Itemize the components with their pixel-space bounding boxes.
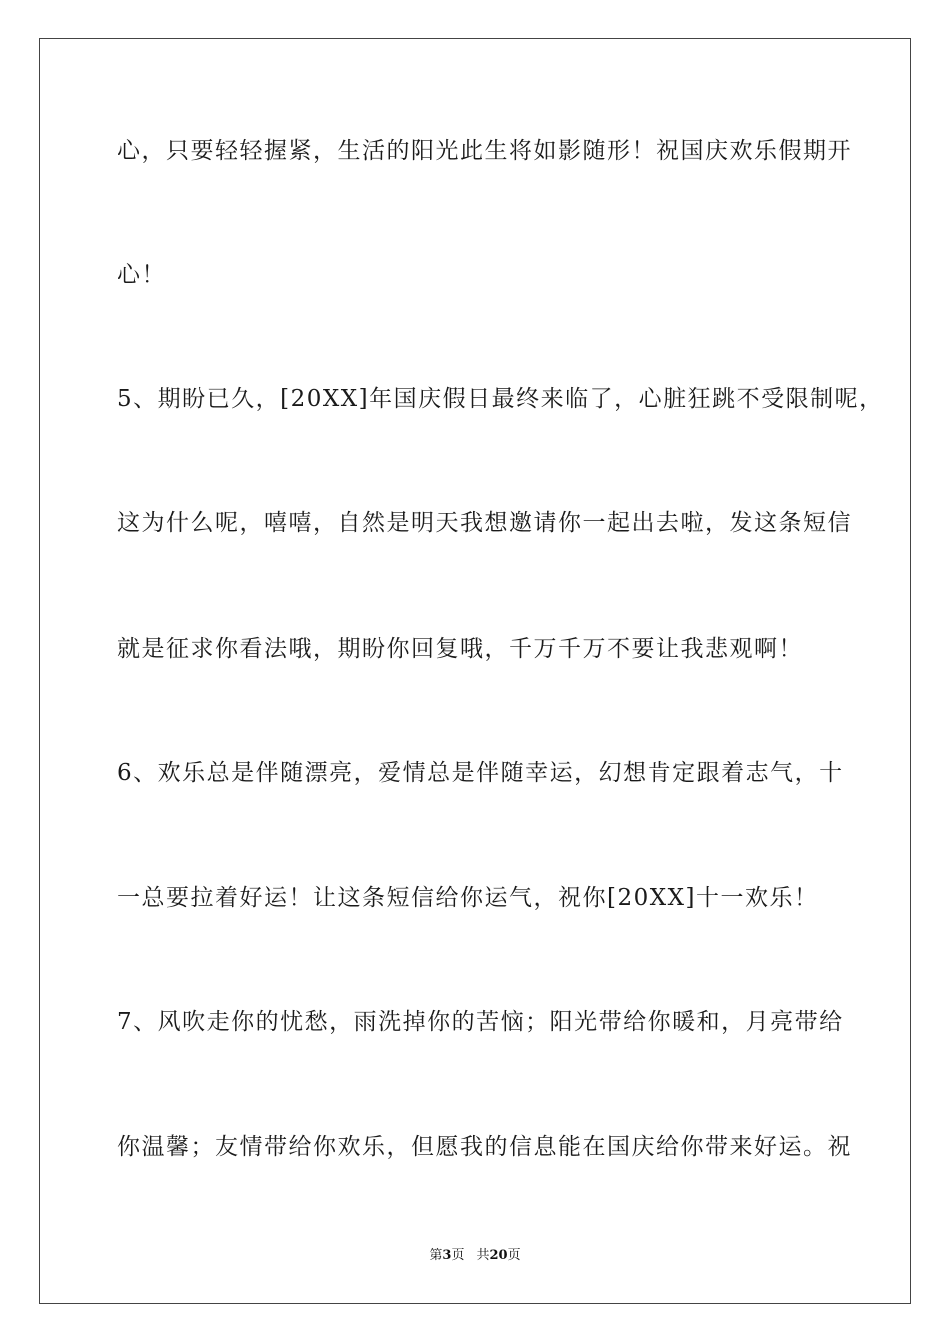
body-text-line: 心，只要轻轻握紧，生活的阳光此生将如影随形！祝国庆欢乐假期开 [117, 138, 852, 164]
body-text-line: 就是征求你看法哦，期盼你回复哦，千万千万不要让我悲观啊！ [117, 636, 803, 662]
current-page-number: 3 [442, 1248, 452, 1263]
body-text-line: 5、期盼已久，[20XX]年国庆假日最终来临了，心脏狂跳不受限制呢， [117, 386, 884, 412]
body-text-line: 7、风吹走你的忧愁，雨洗掉你的苦恼；阳光带给你暖和，月亮带给 [117, 1009, 844, 1035]
page-prefix: 第 [429, 1248, 443, 1263]
body-text-line: 6、欢乐总是伴随漂亮，爱情总是伴随幸运，幻想肯定跟着志气，十 [117, 760, 844, 786]
body-text-line: 你温馨；友情带给你欢乐，但愿我的信息能在国庆给你带来好运。祝 [117, 1134, 852, 1160]
total-page-count: 20 [489, 1248, 508, 1263]
body-text-line: 这为什么呢，嘻嘻，自然是明天我想邀请你一起出去啦，发这条短信 [117, 510, 852, 536]
body-text-line: 一总要拉着好运！让这条短信给你运气，祝你[20XX]十一欢乐！ [117, 885, 819, 911]
page-footer [0, 1247, 950, 1265]
total-prefix: 共 [476, 1248, 490, 1263]
total-unit: 页 [507, 1248, 521, 1263]
body-text-line: 心！ [117, 262, 166, 288]
page-unit: 页 [451, 1248, 465, 1263]
page-border [39, 38, 911, 1304]
